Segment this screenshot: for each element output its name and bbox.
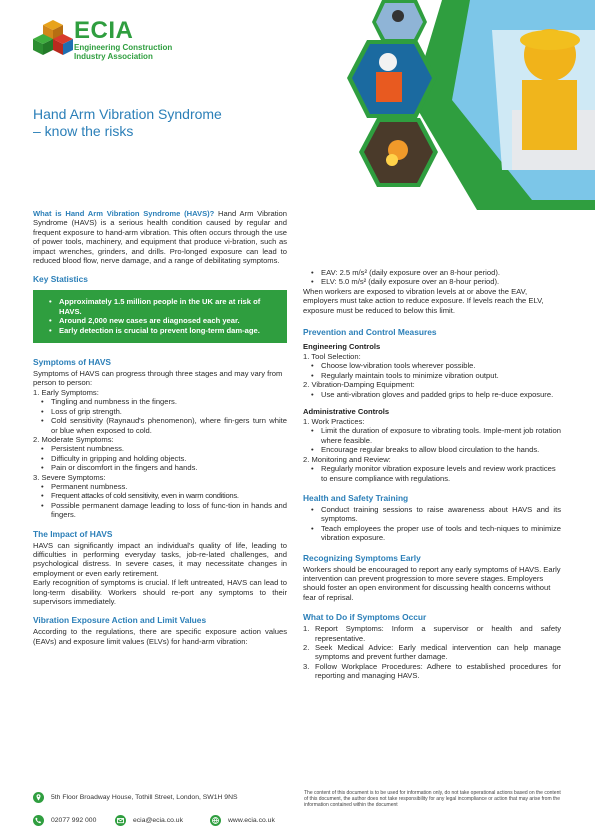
impact-heading: The Impact of HAVS: [33, 528, 113, 539]
training-heading: Health and Safety Training: [303, 492, 409, 503]
exposure-heading: Vibration Exposure Action and Limit Values: [33, 615, 207, 626]
email-icon: [115, 815, 126, 826]
symptom-item: • Cold sensitivity (Raynaud's phenomenon), where fin-gers turn white or blue when exposed to cold.: [51, 416, 287, 435]
brand-name: ECIA: [74, 17, 134, 44]
training-item: • Teach employees the proper use of tools and tech-niques to minimize vibration exposure.: [321, 524, 561, 543]
ecia-logo: [33, 18, 203, 62]
symptoms-heading: Symptoms of HAVS: [33, 357, 112, 368]
stat-item: • Approximately 1.5 million people in the UK are at risk of HAVS.: [59, 297, 279, 316]
control-group-label: 2. Monitoring and Review:: [303, 454, 391, 464]
email-text: ecia@ecia.co.uk: [133, 817, 183, 824]
stage-label: 3. Severe Symptoms:: [33, 472, 106, 482]
symptom-item: • Loss of grip strength.: [51, 407, 287, 416]
key-statistics-heading: Key Statistics: [33, 274, 88, 285]
intro-heading: What is Hand Arm Vibration Syndrome (HAVS)?: [33, 209, 215, 218]
hero-photo-collage: [292, 0, 595, 210]
item-text: Follow Workplace Procedures: Adhere to established procedures for reporting and managing HAVS.: [315, 661, 561, 681]
item-number: 3.: [303, 661, 310, 671]
stat-item: • Early detection is crucial to prevent long-term dam-age.: [59, 326, 279, 335]
brand-subtitle-line2: Industry Association: [74, 52, 153, 61]
administrative-controls-heading: Administrative Controls: [303, 407, 390, 417]
footer-phone[interactable]: [33, 815, 96, 826]
control-item: • Regularly maintain tools to minimize vibration output.: [321, 371, 561, 380]
symptom-item: • Pain or discomfort in the fingers and hands.: [51, 463, 287, 472]
footer-address: [33, 792, 238, 803]
exposure-text: According to the regulations, there are specific exposure action values (EAVs) and exposure limit values (ELVs) for hand-arm vibration:: [33, 627, 287, 646]
symptom-item: • Tingling and numbness in the fingers.: [51, 397, 287, 406]
engineering-controls-heading: Engineering Controls: [303, 342, 381, 352]
control-group-label: 1. Work Practices:: [303, 417, 365, 427]
address-text: 5th Floor Broadway House, Tothill Street, London, SW1H 9NS: [51, 794, 238, 801]
document-title-line1: Hand Arm Vibration Syndrome: [33, 106, 222, 122]
recognizing-text: Workers should be encouraged to report any early symptoms of HAVS. Early intervention can prevent progression to more severe stages. Employers should foster an open environment for discussing health concerns without fear of reprisal.: [303, 564, 561, 602]
item-text: Seek Medical Advice: Early medical intervention can help manage symptoms and prevent further damage.: [315, 642, 561, 662]
stage-label: 1. Early Symptoms:: [33, 387, 99, 397]
exposure-value-item: • EAV: 2.5 m/s² (daily exposure over an 8-hour period).: [321, 268, 561, 277]
symptom-item: • Persistent numbness.: [51, 444, 287, 453]
footer-email[interactable]: [115, 815, 183, 826]
intro-text: Hand Arm Vibration Syndrome (HAVS) is a serious health condition caused by regular and frequent exposure to hand-arm vibration. This often occurs through the use of power tools, machinery, and equipment that produce vi-bration, such as impact wrenches, grinders, and drills. Pro-longed exposure can lead to reduced blood flow, nerve damage, and a range of debilitating symptoms.: [33, 209, 287, 266]
exposure-value-item: • ELV: 5.0 m/s² (daily exposure over an 8-hour period).: [321, 277, 561, 286]
impact-paragraph-1: HAVS can significantly impact an individual's quality of life, leading to difficulties in performing everyday tasks, job-re-lated challenges, and psychological distress. In severe cases, it may necessitate changes in employment or even early retirement.: [33, 540, 287, 578]
item-text: Report Symptoms: Inform a supervisor or health and safety representative.: [315, 624, 561, 643]
right-column: [303, 268, 561, 681]
training-item: • Conduct training sessions to raise awareness about HAVS and its symptoms.: [321, 505, 561, 524]
location-pin-icon: [33, 792, 44, 803]
cubes-logo-icon: [33, 20, 73, 56]
symptom-item: • Frequent attacks of cold sensitivity, even in warm conditions.: [51, 491, 287, 500]
control-item: • Choose low-vibration tools wherever possible.: [321, 361, 561, 370]
control-group-label: 1. Tool Selection:: [303, 352, 361, 362]
symptom-item: • Possible permanent damage leading to loss of func-tion in hands and fingers.: [51, 501, 287, 520]
symptoms-intro: Symptoms of HAVS can progress through three stages and may vary from person to person:: [33, 369, 283, 388]
control-item: • Limit the duration of exposure to vibrating tools. Imple-ment job rotation where feasible.: [321, 426, 561, 445]
stage-label: 2. Moderate Symptoms:: [33, 434, 114, 444]
impact-paragraph-2: Early recognition of symptoms is crucial. If left untreated, HAVS can lead to long-term disability. Workers should re-port any symptoms to their supervisors immediately.: [33, 578, 287, 606]
stat-item: • Around 2,000 new cases are diagnosed each year.: [59, 316, 279, 325]
control-item: • Use anti-vibration gloves and padded grips to help re-duce exposure.: [321, 390, 561, 399]
symptom-item: • Difficulty in gripping and holding objects.: [51, 454, 287, 463]
item-number: 1.: [303, 624, 310, 634]
prevention-heading: Prevention and Control Measures: [303, 327, 437, 338]
item-number: 2.: [303, 642, 310, 652]
recognizing-heading: Recognizing Symptoms Early: [303, 552, 421, 563]
intro-paragraph: [33, 209, 287, 265]
phone-text: 02077 992 000: [51, 817, 97, 824]
left-column: [33, 209, 287, 646]
what-to-do-item: [303, 624, 561, 643]
what-to-do-heading: What to Do if Symptoms Occur: [303, 612, 427, 623]
symptom-item: • Permanent numbness.: [51, 482, 287, 491]
what-to-do-item: [303, 661, 561, 681]
control-item: • Encourage regular breaks to allow blood circulation to the hands.: [321, 445, 561, 454]
globe-icon: [210, 815, 221, 826]
brand-subtitle: [74, 43, 172, 61]
document-title-line2: – know the risks: [33, 123, 134, 139]
what-to-do-item: [303, 642, 561, 662]
control-item: • Regularly monitor vibration exposure levels and review work practices to ensure compliance with regulations.: [321, 464, 561, 483]
phone-icon: [33, 815, 44, 826]
brand-subtitle-line1: Engineering Construction: [74, 43, 173, 52]
footer-website[interactable]: [210, 815, 275, 826]
document-title: [33, 106, 222, 140]
key-statistics-box: [33, 290, 287, 343]
control-group-label: 2. Vibration-Damping Equipment:: [303, 380, 415, 390]
exposure-after-text: When workers are exposed to vibration levels at or above the EAV, employers must take action to reduce exposure. If levels reach the ELV, exposure must be reduced to below this limit.: [303, 286, 544, 315]
disclaimer-text: The content of this document is to be used for information only, do not take operational actions based on the content of this document, the author does not take responsibility for any legal incompliance or action that may arise from the information contained within the document: [304, 790, 561, 809]
website-text: www.ecia.co.uk: [228, 817, 275, 824]
